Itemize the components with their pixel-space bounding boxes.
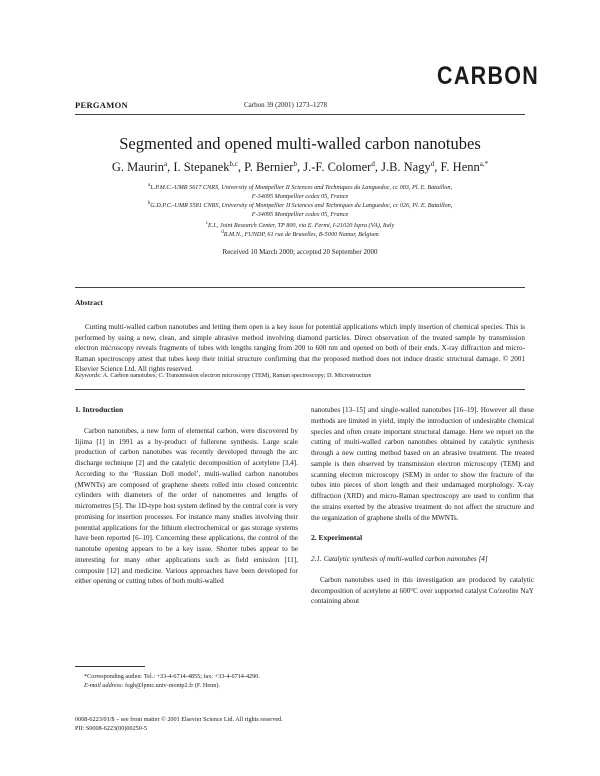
keywords	[75, 372, 525, 379]
subsection-heading: 2.1. Catalytic synthesis of multi-walled carbon nanotubes [4]	[311, 555, 488, 563]
affiliation-line: F-34095 Montpellier cedex 05, France	[251, 210, 349, 218]
author: J.B. Nagy	[381, 160, 431, 175]
author-sep: ,	[237, 160, 245, 175]
citation-line: Carbon 39 (2001) 1273–1278	[244, 101, 328, 109]
publisher-name: PERGAMON	[75, 100, 128, 110]
header-rule	[75, 114, 525, 115]
email-address: fegh@lpmc.univ-montp2.fr (F. Henn).	[123, 681, 220, 689]
author: P. Bernier	[244, 160, 294, 175]
footer-copyright: 0008-6223/01/$ – see front matter © 2001 Elsevier Science Ltd. All rights reserved.	[75, 716, 283, 723]
affiliation-line: G.D.P.C.-UMR 5581 CNRS, University of Montpellier II Sciences and Techniques du Languedoc, cc 026, Pl. E. Bataillon,	[150, 202, 453, 210]
email-line	[75, 682, 298, 691]
affiliation-line: E.I., Joint Research Center, TP 800, via E. Fermi, I-21020 Ispra (VA), Italy	[208, 222, 395, 230]
affiliation-line: L.P.M.C.-UMR 5617 CNRS, University of Montpellier II Sciences and Techniques du Languedoc, cc 003, Pl. E. Bataillon,	[150, 184, 452, 192]
author: G. Maurin	[111, 160, 164, 175]
email-label: E-mail address:	[84, 681, 124, 689]
affiliation-d	[75, 229, 525, 240]
affiliation-a	[75, 182, 525, 201]
abstract-text: Cutting multi-walled carbon nanotubes and letting them open is a key issue for potential applications which imply insertion of chemical species. This is performed by using a new, clean, and simple abrasive method involving diamond particles. Direct observation of the treated sample by transmission electron microscopy reveals fragments of tubes with lengths ranging from 200 to 600 nm and opened on both of their ends. X-ray diffraction and micro-Raman spectroscopy attest that tubes keep their initial structure confirming that the proposed method does not induce drastic structural damage. © 2001 Elsevier Science Ltd. All rights reserved.	[75, 323, 525, 374]
affiliation-sup: d	[221, 230, 224, 235]
affiliation-sup: b	[147, 201, 151, 206]
author-sep: ,	[374, 160, 382, 175]
intro-paragraph: Carbon nanotubes, a new form of elemental carbon, were discovered by Iijima [1] in 1991 as a by-product of fullerene synthesis. Large scale production of carbon nanotubes was recently developed through the arc discharge technique [2] and the catalytic decomposition of acetylene [3,4]. According to the ‘Russian Doll model’, multi-walled carbon nanotubes (MWNTs) are composed of graphene sheets rolled into closed concentric cylinders with diameters of the order of nanometres and lengths of micrometres [5]. The 1D-type host system defined by the central core is very promising for insertion processes. For instance many studies involving their potential applications for the lithium electrochemical or gas storage systems have been reported [6–10]. Concerning these applications, the control of the nanotube opening appears to be a key issue. Shorter tubes appear to be interesting for many other applications such as field emission [11], composite [12] and medicine. Various approaches have been developed for either opening or cutting tubes of both multi-walled	[75, 426, 298, 586]
author-sup: a	[163, 160, 168, 168]
abstract-bottom-rule	[75, 389, 525, 390]
footer-pii: PII: S0008-6223(00)00250-5	[75, 724, 148, 732]
author-list	[75, 160, 525, 175]
author-sep: ,	[434, 160, 441, 175]
section-heading-experimental: 2. Experimental	[311, 533, 363, 543]
affiliation-b	[75, 200, 525, 219]
keywords-list: A. Carbon nanotubes; C. Transmission electron microscopy (TEM), Raman spectroscopy; D. Microstructure	[101, 372, 372, 379]
experimental-paragraph: Carbon nanotubes used in this investigation are produced by catalytic decomposition of acetylene at 600°C over supported catalyst Co/zeolite NaY containing about	[311, 575, 534, 606]
copyright-footer	[75, 716, 283, 733]
affiliation-sup: c	[205, 221, 209, 226]
author-sep: ,	[167, 160, 174, 175]
right-column	[311, 405, 534, 607]
author-sep: ,	[296, 160, 304, 175]
received-dates: Received 10 March 2000; accepted 20 September 2000	[222, 248, 378, 256]
affiliation-line: R.M.N., FUNDP, 61 rue de Bruxelles, B-5000 Namur, Belgium	[223, 231, 379, 239]
author-sup: b	[293, 160, 297, 168]
author-sup: d	[371, 160, 375, 168]
abstract-heading: Abstract	[75, 298, 103, 307]
author-sup: b,c	[229, 160, 238, 168]
author: J.-F. Colomer	[303, 160, 372, 175]
journal-logo: CARBON	[437, 62, 540, 90]
author-sup: d	[430, 160, 435, 168]
left-column	[75, 405, 298, 587]
abstract-top-rule	[75, 287, 525, 288]
footnote	[75, 673, 298, 690]
affiliation-sup: a	[147, 183, 151, 188]
article-title: Segmented and opened multi-walled carbon nanotubes	[119, 134, 481, 153]
author: F. Henn	[440, 160, 480, 175]
section-heading-introduction: 1. Introduction	[75, 405, 124, 414]
author: I. Stepanek	[173, 160, 230, 175]
author-sup: a,*	[479, 160, 489, 168]
affiliation-line: F-34095 Montpellier cedex 05, France	[251, 192, 349, 200]
intro-continued-paragraph: nanotubes [13–15] and single-walled nanotubes [16–19]. However all these methods are limited in yield, imply the introduction of undesirable chemical species and often create important structural damage. Here we report on the cutting of multi-walled carbon nanotubes obtained by catalytic synthesis through a new cutting method based on an abrasive treatment. The treated sample is then observed by transmission electron microscopy (TEM) and scanning electron microscopy (SEM) in order to show the fracture of the tubes into pieces of short length and their undamaged morphology. X-ray diffraction (XRD) and micro-Raman spectroscopy are used to confirm that the strains exerted by the abrasive treatment do not affect the structure and the organization of graphene shells of the MWNTs.	[311, 406, 534, 522]
footnote-rule	[75, 666, 145, 667]
corresponding-author: *Corresponding author. Tel.: +33-4-6714-4855; fax: +33-4-6714-4290.	[84, 673, 260, 680]
keywords-label: Keywords:	[75, 372, 102, 379]
